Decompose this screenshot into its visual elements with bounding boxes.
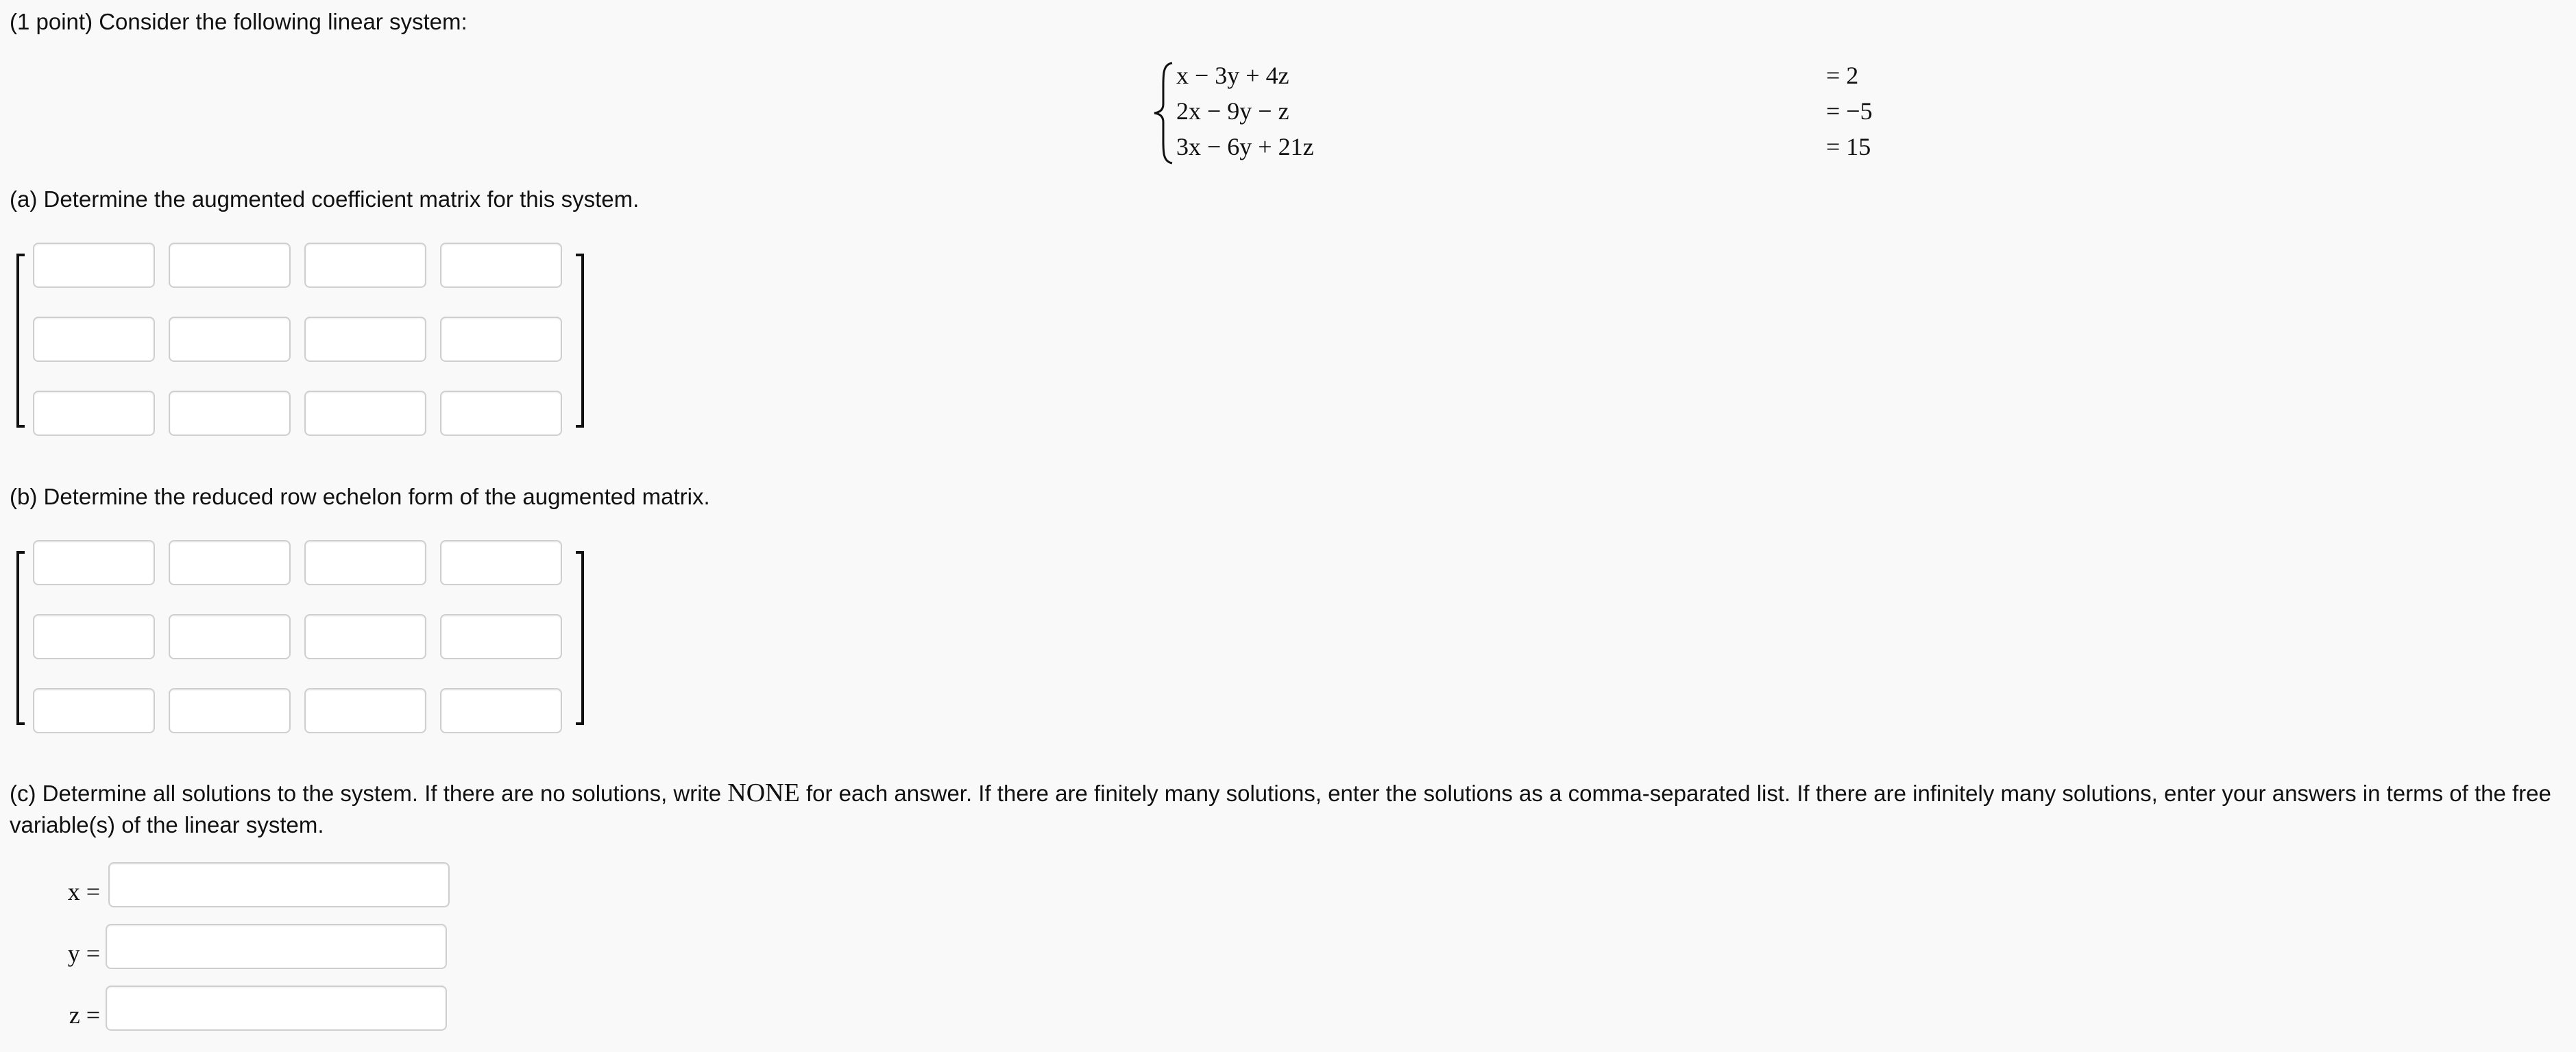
y-answer-input[interactable] — [106, 924, 447, 969]
matrix-a-cell-3-1[interactable] — [33, 391, 155, 436]
matrix-a-cell-3-3[interactable] — [304, 391, 426, 436]
left-bracket — [16, 551, 25, 725]
matrix-a-cell-1-2[interactable] — [169, 243, 291, 288]
matrix-a-cell-2-4[interactable] — [440, 317, 562, 362]
none-keyword: NONE — [727, 779, 800, 807]
right-bracket — [576, 254, 584, 428]
matrix-b-cell-2-3[interactable] — [304, 614, 426, 659]
matrix-b-cell-1-4[interactable] — [440, 540, 562, 585]
z-answer-label: z = — [69, 1001, 100, 1029]
x-answer-input[interactable] — [108, 862, 450, 907]
z-answer-input[interactable] — [106, 986, 447, 1031]
matrix-a-cell-1-4[interactable] — [440, 243, 562, 288]
left-bracket — [16, 254, 25, 428]
matrix-a-cell-1-1[interactable] — [33, 243, 155, 288]
y-answer-label: y = — [67, 940, 100, 967]
equation-3-rhs: = 15 — [1826, 133, 1871, 160]
equation-3-lhs: 3x − 6y + 21z — [1176, 133, 1314, 160]
matrix-b-cell-2-1[interactable] — [33, 614, 155, 659]
part-c-prompt-end: for each answer. If there are finitely many solutions, enter the solutions as a comma-separated list. If there are infinitely many solutions, enter your answers in terms of the free variable(s) of the linear system. — [10, 781, 2551, 837]
matrix-b-cell-1-3[interactable] — [304, 540, 426, 585]
equation-1-rhs: = 2 — [1826, 62, 1859, 89]
matrix-a-cell-2-3[interactable] — [304, 317, 426, 362]
matrix-a-cell-2-1[interactable] — [33, 317, 155, 362]
matrix-b-cell-3-3[interactable] — [304, 688, 426, 733]
equation-2-rhs: = −5 — [1826, 97, 1873, 125]
matrix-b-cell-1-2[interactable] — [169, 540, 291, 585]
part-b-prompt: (b) Determine the reduced row echelon form of the augmented matrix. — [10, 484, 710, 509]
part-c-prompt — [10, 777, 2566, 841]
equation-2-lhs: 2x − 9y − z — [1176, 97, 1289, 125]
matrix-b-cell-3-4[interactable] — [440, 688, 562, 733]
matrix-b-cell-3-1[interactable] — [33, 688, 155, 733]
matrix-a-cell-1-3[interactable] — [304, 243, 426, 288]
matrix-b-cell-2-4[interactable] — [440, 614, 562, 659]
matrix-b-cell-1-1[interactable] — [33, 540, 155, 585]
intro-text: (1 point) Consider the following linear system: — [10, 9, 467, 34]
part-c-prompt-start: (c) Determine all solutions to the system. If there are no solutions, write — [10, 781, 728, 806]
matrix-a-cell-2-2[interactable] — [169, 317, 291, 362]
equation-1-lhs: x − 3y + 4z — [1176, 62, 1289, 89]
matrix-a-cell-3-2[interactable] — [169, 391, 291, 436]
x-answer-label: x = — [67, 878, 100, 905]
left-brace-icon — [1152, 62, 1176, 164]
right-bracket — [576, 551, 584, 725]
matrix-b-cell-3-2[interactable] — [169, 688, 291, 733]
matrix-a-cell-3-4[interactable] — [440, 391, 562, 436]
matrix-b-cell-2-2[interactable] — [169, 614, 291, 659]
part-a-prompt: (a) Determine the augmented coefficient matrix for this system. — [10, 186, 640, 212]
